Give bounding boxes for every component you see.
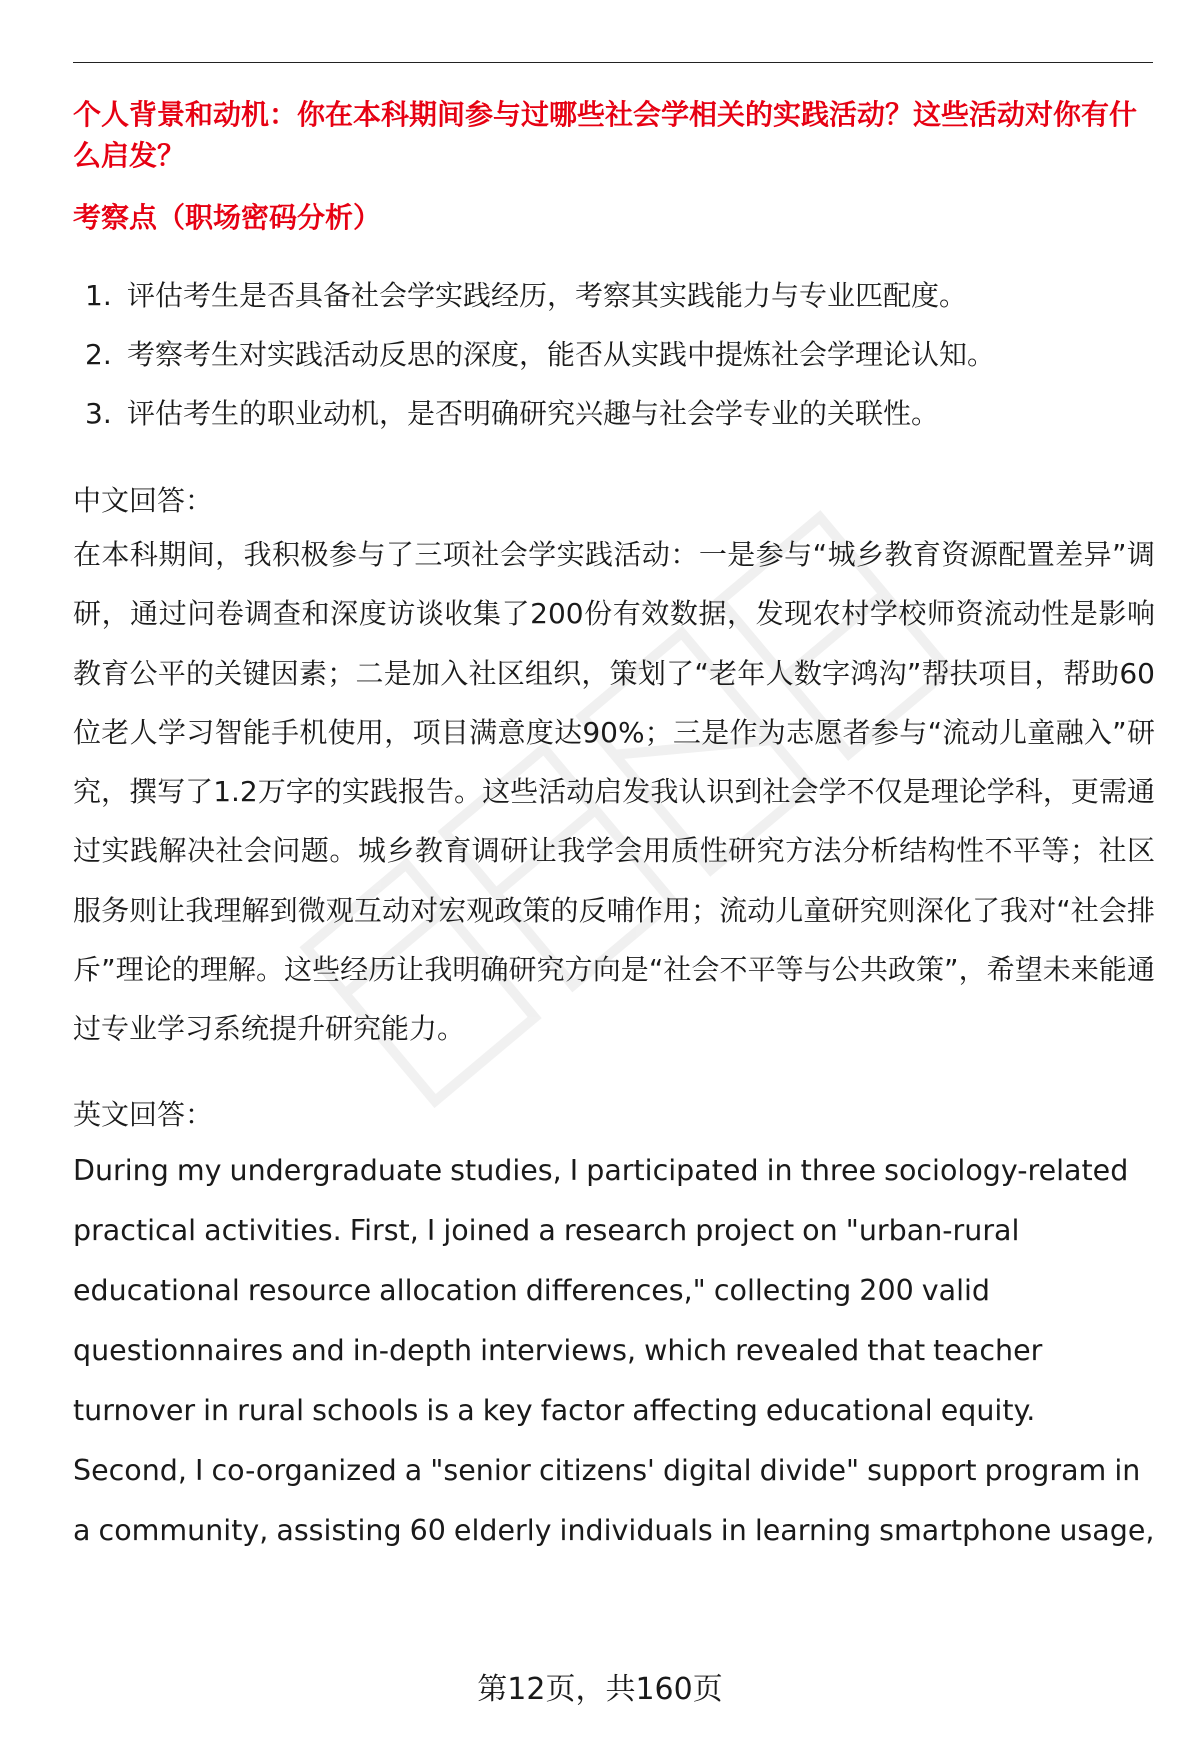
list-number: 1. <box>85 279 112 312</box>
question-heading: 个人背景和动机：你在本科期间参与过哪些社会学相关的实践活动？这些活动对你有什么启发？ <box>73 98 1138 172</box>
english-answer-label: 英文回答： <box>73 1097 214 1131</box>
list-item <box>73 384 1155 443</box>
english-answer: During my undergraduate studies, I participated in three sociology-related practical activities. First, I joined a research project on "urban-rural educational resource allocation differences," collecting 200 valid questionnaires and in-depth interviews, which revealed that teacher turnover in rural schools is a key factor affecting educational equity. Second, I co-organized a "senior citizens' digital divide" support program in a community, assisting 60 elderly individuals in learning smartphone usage, <box>73 1153 1155 1547</box>
list-item <box>73 325 1155 384</box>
chinese-answer: 在本科期间，我积极参与了三项社会学实践活动：一是参与“城乡教育资源配置差异”调研，通过问卷调查和深度访谈收集了200份有效数据，发现农村学校师资流动性是影响教育公平的关键因素；二是加入社区组织，策划了“老年人数字鸿沟”帮扶项目，帮助60位老人学习智能手机使用，项目满意度达90%；三是作为志愿者参与“流动儿童融入”研究，撰写了1.2万字的实践报告。这些活动启发我认识到社会学不仅是理论学科，更需通过实践解决社会问题。城乡教育调研让我学会用质性研究方法分析结构性不平等；社区服务则让我理解到微观互动对宏观政策的反哺作用；流动儿童研究则深化了我对“社会排斥”理论的理解。这些经历让我明确研究方向是“社会不平等与公共政策”，希望未来能通过专业学习系统提升研究能力。 <box>73 538 1155 1046</box>
chinese-answer-label: 中文回答： <box>73 484 214 517</box>
list-text: 评估考生是否具备社会学实践经历，考察其实践能力与专业匹配度。 <box>127 279 968 312</box>
page-footer: 第12页，共160页 <box>477 1672 723 1707</box>
document-body <box>73 94 1155 1561</box>
list-text: 考察考生对实践活动反思的深度，能否从实践中提炼社会学理论认知。 <box>127 338 996 371</box>
list-text: 评估考生的职业动机，是否明确研究兴趣与社会学专业的关联性。 <box>127 397 940 430</box>
assessment-points <box>73 266 1155 443</box>
section-title: 考察点（职场密码分析） <box>73 201 382 234</box>
list-number: 3. <box>85 397 112 430</box>
top-divider <box>73 62 1153 63</box>
list-item <box>73 266 1155 325</box>
list-number: 2. <box>85 338 112 371</box>
